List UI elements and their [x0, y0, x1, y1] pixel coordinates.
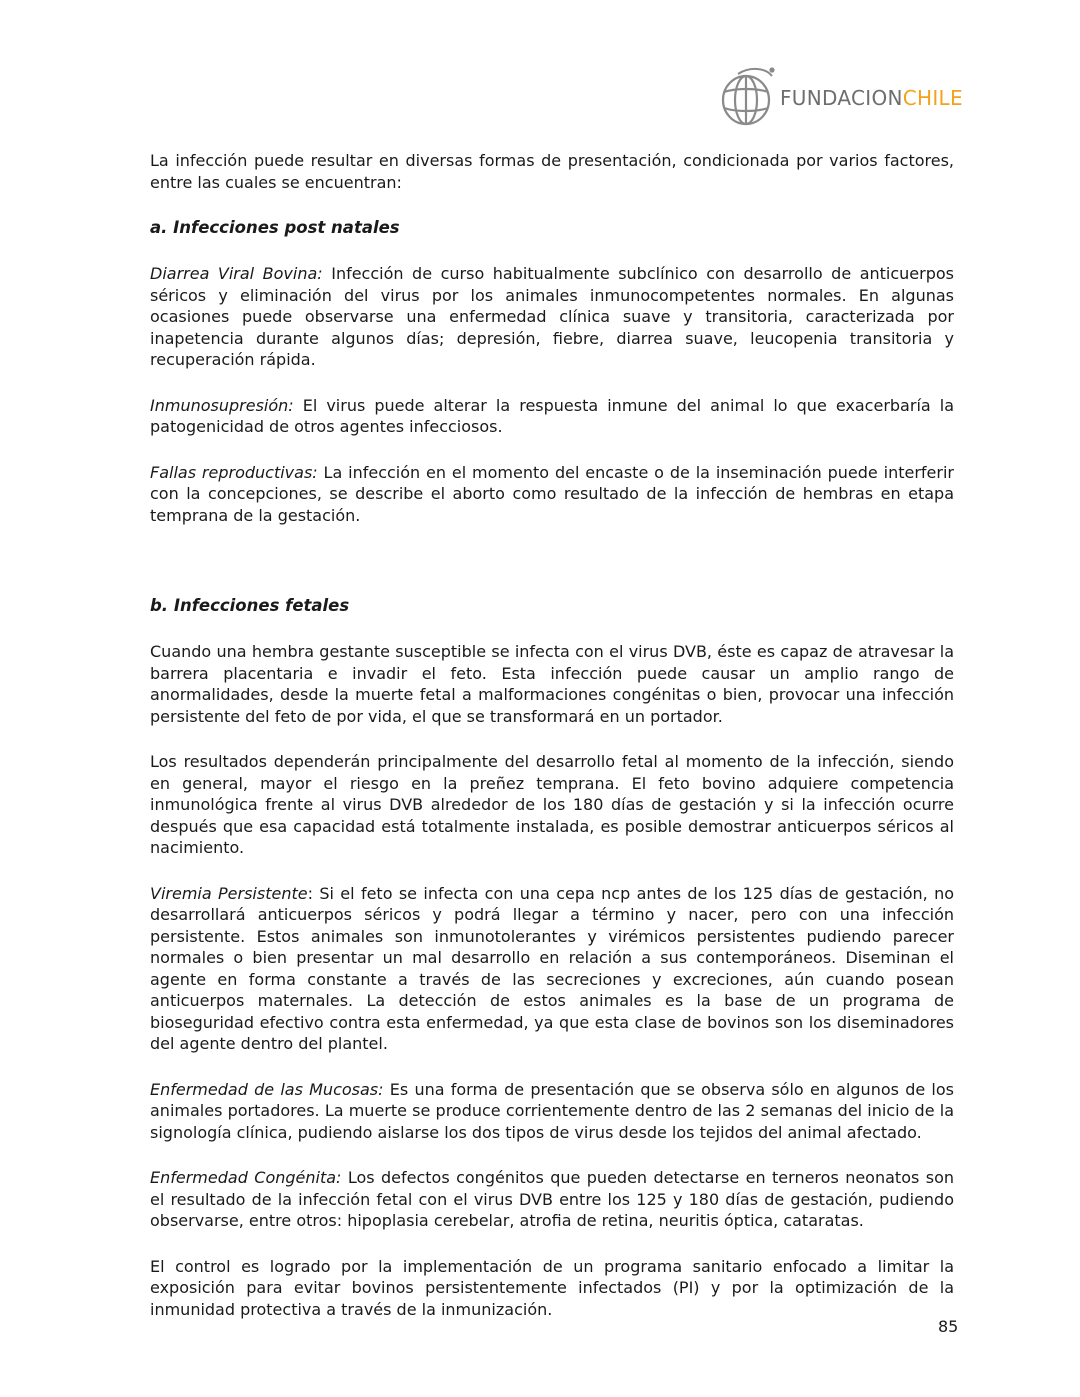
logo-wordmark-fundacion: FUNDACION	[780, 86, 903, 110]
globe-logo-icon	[716, 62, 780, 130]
congenita-term: Enfermedad Congénita:	[150, 1168, 342, 1187]
congenita-text: Los defectos congénitos que pueden detectarse en terneros neonatos son el resultado de la infección fetal con el virus DVB entre los 125 y 180 días de gestación, pudiendo observarse, entre otros: hipoplasia cerebelar, atrofia de retina, neuritis óptica, cataratas.	[150, 1168, 954, 1230]
inmunosupresion-text: El virus puede alterar la respuesta inmune del animal lo que exacerbaría la patogenicidad de otros agentes infecciosos.	[150, 395, 954, 436]
page-number: 85	[938, 1317, 959, 1336]
dvb-text: Infección de curso habitualmente subclínico con desarrollo de anticuerpos séricos y eliminación del virus por los animales inmunocompetentes normales. En algunas ocasiones puede observarse una enfermedad clínica suave y transitoria, caracterizada por inapetencia durante algunos días; depresión, fiebre, diarrea suave, leucopenia transitoria y recuperación rápida.	[150, 264, 955, 369]
mucosas-paragraph	[150, 1079, 954, 1144]
fetal-paragraph-1: Cuando una hembra gestante susceptible se infecta con el virus DVB, éste es capaz de atravesar la barrera placentaria e invadir el feto. Esta infección puede causar un amplio rango de anormalidades, desde la muerte fetal a malformaciones congénitas o bien, provocar una infección persistente del feto de por vida, el que se transformará en un portador.	[150, 642, 954, 726]
inmunosupresion-paragraph	[150, 395, 954, 438]
congenita-paragraph	[150, 1167, 954, 1232]
fallas-text: La infección en el momento del encaste o de la inseminación puede interferir con la concepciones, se describe el aborto como resultado de la infección de hembras en etapa temprana de la gestación.	[150, 462, 954, 525]
document-body	[150, 150, 954, 1320]
viremia-term: Viremia Persistente	[150, 883, 308, 903]
fetal-paragraph-2: Los resultados dependerán principalmente del desarrollo fetal al momento de la infección, siendo en general, mayor el riesgo en la preñez temprana. El feto bovino adquiere competencia inmunológica frente al virus DVB alrededor de los 180 días de gestación y si la infección ocurre después que esa capacidad está totalmente instalada, es posible demostrar anticuerpos séricos al nacimiento.	[150, 752, 954, 857]
section-b-heading: b. Infecciones fetales	[150, 596, 350, 615]
viremia-paragraph	[150, 883, 954, 1055]
mucosas-term: Enfermedad de las Mucosas:	[150, 1079, 384, 1099]
inmunosupresion-term: Inmunosupresión:	[150, 395, 294, 415]
fundacion-chile-logo	[716, 62, 961, 130]
logo-wordmark-chile: CHILE	[902, 86, 963, 110]
control-paragraph: El control es logrado por la implementación de un programa sanitario enfocado a limitar la exposición para evitar bovinos persistentemente infectados (PI) y por la optimización de la inmunidad protectiva a través de la inmunización.	[150, 1256, 954, 1319]
viremia-text: : Si el feto se infecta con una cepa ncp antes de los 125 días de gestación, no desarrollará anticuerpos séricos y podrá llegar a término y nacer, pero con una infección persistente. Estos animales son inmunotolerantes y virémicos persistentes pudiendo parecer normales o bien presentar un mal desarrollo en relación a sus contemporáneos. Diseminan el agente en forma constante a través de las secreciones y excreciones, aún cuando posean anticuerpos maternales. La detección de estos animales es la base de un programa de bioseguridad efectivo contra esta enfermedad, ya que esta clase de bovinos son los diseminadores del agente dentro del plantel.	[150, 883, 954, 1053]
fallas-term: Fallas reproductivas:	[150, 462, 318, 482]
intro-paragraph: La infección puede resultar en diversas formas de presentación, condicionada por varios factores, entre las cuales se encuentran:	[150, 151, 954, 192]
section-a-heading: a. Infecciones post natales	[150, 218, 400, 237]
dvb-term: Diarrea Viral Bovina:	[150, 264, 323, 283]
mucosas-text: Es una forma de presentación que se observa sólo en algunos de los animales portadores. La muerte se produce corrientemente dentro de las 2 semanas del inicio de la signología clínica, pudiendo aislarse los dos tipos de virus desde los tejidos del animal afectado.	[150, 1079, 955, 1142]
dvb-paragraph	[150, 263, 954, 371]
fallas-paragraph	[150, 462, 954, 527]
logo-wordmark	[780, 86, 963, 110]
